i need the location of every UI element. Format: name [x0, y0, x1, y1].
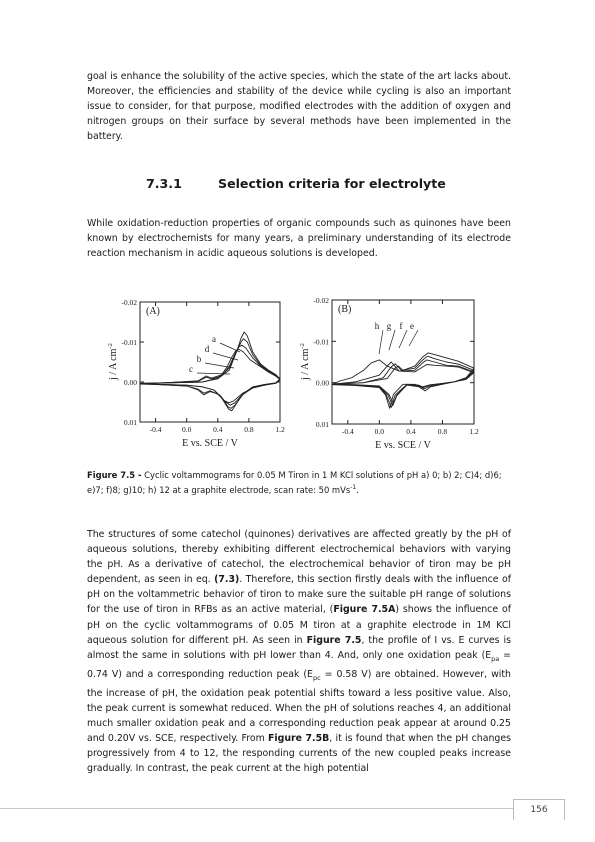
plot-frame: [332, 300, 474, 424]
section-title: Selection criteria for electrolyte: [218, 176, 446, 191]
curve-label-leader: [220, 343, 240, 352]
body-text: , it is found that when the pH changes progressively from 4 to 12, the responding currents of the new coupled peaks increase gradually. In contrast, the peak current at the high potential: [87, 732, 511, 775]
curve-label-leader: [379, 330, 383, 354]
subscript: pc: [312, 673, 321, 682]
curve-label-leader: [399, 330, 407, 348]
y-tick-label: 0.00: [315, 378, 329, 388]
curve-label-d: d: [204, 344, 210, 354]
curve-label-leader: [389, 330, 395, 350]
curve-label-b: b: [196, 354, 202, 364]
y-axis-label: [299, 343, 311, 381]
x-tick-label: 0.0: [374, 427, 385, 436]
x-tick-label: 1.2: [275, 425, 285, 434]
series-line-f: [332, 356, 474, 406]
x-tick-label: 0.8: [244, 425, 254, 434]
caption-label: Figure 7.5 -: [87, 470, 142, 480]
figure-reference: Figure 7.5: [306, 634, 362, 646]
footer-rule: [0, 808, 513, 809]
y-tick-label: -0.01: [121, 338, 137, 347]
y-tick-label: 0.00: [123, 378, 137, 387]
curve-label-g: g: [386, 321, 392, 331]
curve-label-h: h: [374, 321, 380, 331]
y-tick-label: 0.01: [123, 418, 137, 427]
curve-label-c: c: [189, 364, 193, 374]
series-line-e: [332, 353, 474, 403]
body-text: The structures of some catechol (quinones) derivatives are affected greatly by the pH of aqueous solutions, thereby exhibiting different electrochemical behaviors with varying the pH. As a derivative of catechol, the electrochemical behavior of tiron may be pH dependent, as seen in eq.: [87, 529, 511, 586]
y-tick-label: 0.01: [315, 420, 329, 429]
caption-text: Cyclic voltammograms for 0.05 M Tiron in 1 M KCl solutions of pH a) 0; b) 2; C)4; d)6; e)7; f)8; g)10; h) 12 at a graphite electrode, scan rate: 50 mVs: [87, 470, 502, 495]
y-axis-label: [107, 343, 119, 381]
x-tick-label: 1.2: [469, 427, 479, 436]
x-tick-label: 0.4: [213, 425, 223, 434]
curve-label-a: a: [212, 334, 216, 344]
x-tick-label: -0.4: [149, 425, 162, 434]
series-line-c: [140, 345, 280, 405]
y-axis-label-superscript: -2: [107, 343, 114, 349]
series-line-a: [140, 332, 280, 411]
section-paragraph: While oxidation-reduction properties of organic compounds such as quinones have been known by electrochemists for many years, a preliminary understanding of its electrode reaction mechanism in acidic aqueous solutions is developed.: [87, 218, 511, 260]
x-tick-label: 0.8: [437, 427, 448, 436]
equation-reference: (7.3): [214, 574, 240, 586]
body-text: . Therefore, this section firstly deals with the influence of pH on the voltammetric behavior of tiron to make sure the suitable pH range of solutions for the use of tiron in RFBs as an active material, (: [87, 574, 512, 616]
series-line-g: [332, 360, 474, 408]
y-tick-label: -0.02: [121, 298, 137, 307]
curve-label-leader: [409, 330, 418, 346]
page-number: 156: [513, 799, 565, 820]
curve-label-e: e: [410, 321, 414, 331]
intro-paragraph: goal is enhance the solubility of the active species, which the state of the art lacks about. Moreover, the efficiencies and stability of the device while cycling is also an important issue to consider, for that purpose, modified electrodes with the addition of oxygen and nitrogen groups on their surface by several methods have been implemented in the battery.: [87, 71, 511, 143]
caption-superscript: -1: [350, 483, 357, 491]
figure-reference: Figure 7.5A: [333, 604, 396, 616]
y-axis-label-superscript: -2: [299, 343, 306, 349]
curve-label-f: f: [399, 321, 403, 331]
series-line-h: [332, 360, 474, 408]
y-tick-label: -0.02: [313, 296, 329, 305]
y-axis-label-text: j / A cm: [108, 348, 119, 380]
body-text: = 0.74 V) and a corresponding reduction peak (E: [87, 649, 511, 680]
x-axis-label: E vs. SCE / V: [182, 438, 238, 449]
y-axis-label-text: j / A cm: [300, 348, 311, 380]
panel-label: (B): [338, 304, 352, 315]
section-number: 7.3.1: [146, 176, 182, 191]
subscript: pa: [491, 654, 500, 663]
series-line-d: [140, 349, 280, 403]
figure-reference: Figure 7.5B: [268, 732, 330, 744]
caption-end: .: [356, 484, 359, 495]
figure-caption: [87, 470, 511, 496]
chart-panel-a: [100, 292, 290, 457]
x-tick-label: -0.4: [341, 427, 354, 436]
x-axis-label: E vs. SCE / V: [375, 440, 431, 451]
body-text: , the profile of I vs. E curves is almost the same in solutions with pH lower than 4. And, only one oxidation peak (E: [87, 634, 511, 661]
x-tick-label: 0.0: [181, 425, 192, 434]
chart-panel-b: [288, 292, 498, 457]
body-text: = 0.58 V) are obtained. However, with the increase of pH, the oxidation peak potential shifts toward a less positive value. Also, the peak current is somewhat reduced. When the pH of solutions reaches 4, an additional much smaller oxidation peak and a corresponding reduction peak appear at around 0.25 and 0.20V vs. SCE, respectively. From: [87, 668, 511, 744]
section-heading: [146, 176, 446, 191]
body-paragraph: [87, 527, 511, 776]
panel-label: (A): [146, 306, 160, 317]
body-text: ) shows the influence of pH on the cyclic voltammograms of 0.05 M tiron at a graphite electrode in 1M KCl aqueous solution for different pH. As seen in: [87, 604, 512, 646]
x-tick-label: 0.4: [406, 427, 416, 436]
y-tick-label: -0.01: [313, 337, 329, 347]
